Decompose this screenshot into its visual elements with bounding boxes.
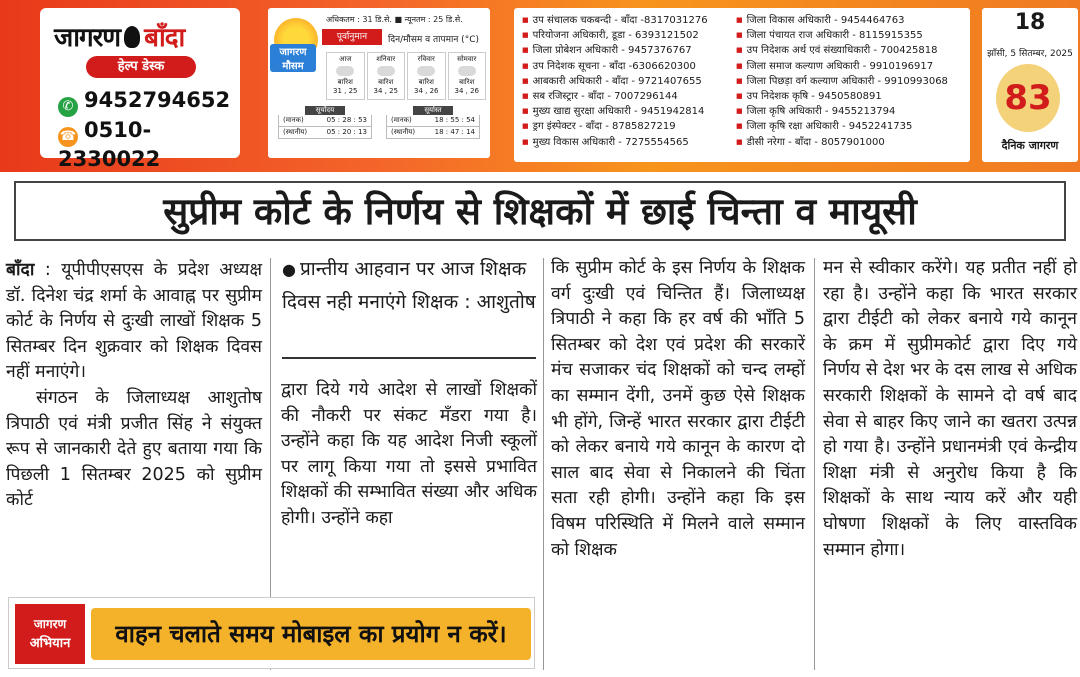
campaign-message: वाहन चलाते समय मोबाइल का प्रयोग न करें। — [91, 608, 531, 660]
directory-entry: ■ जिला कृषि अधिकारी - 9455213794 — [736, 104, 948, 119]
jagran-logo — [54, 18, 184, 54]
pull-quote-rule — [282, 357, 536, 359]
directory-entry: ■ ड्रग इंस्पेक्टर - बाँदा - 8785827219 — [522, 119, 708, 134]
article-col-2: द्वारा दिये गये आदेश से लाखों शिक्षकों की नौकरी पर संकट मँडरा गया है। उन्होंने कहा कि यह आदेश निजी स्कूलों पर लागू किया गया तो इससे प्रभावित शिक्षकों की सम्भावित संख्या और अधिक होगी। उन्होंने कहा — [281, 380, 537, 528]
helpdesk-box — [40, 8, 240, 171]
anniversary-emblem: 83 — [996, 64, 1060, 132]
page-number: 18 — [1014, 10, 1046, 35]
article-col-4: मन से स्वीकार करेंगे। यह प्रतीत नहीं हो रहा है। उन्होंने कहा कि भारत सरकार द्वारा टीईटी को लेकर बनाये गये कानून के क्रम में सुप्रीमकोर्ट द्वारा दिए गये निर्णय से देश भर के दस लाख से अधिक सरकारी शिक्षकों के सामने दो वर्ष बाद सेवा से बाहर किए जाने का खतरा उत्पन्न हो गया है। उन्होंने प्रधानमंत्री एवं केन्द्रीय शिक्षा मंत्री से अनुरोध किया है कि शिक्षकों के साथ न्याय करें और यही घोषणा शिक्षकों के लिए वास्तविक सम्मान होगा। — [823, 258, 1077, 560]
forecast-days — [326, 52, 486, 100]
day-temp-label: दिन/मौसम व तापमान (°C) — [388, 35, 479, 45]
forecast-day: सोमवार बारिश 34 , 26 — [448, 52, 487, 100]
headline-area — [0, 177, 1080, 249]
whatsapp-icon: ✆ — [58, 97, 78, 117]
helpdesk-label: हेल्प डेस्क — [86, 56, 196, 78]
dateline: बाँदा — [6, 260, 35, 280]
pull-quote: ● प्रान्तीय आहवान पर आज शिक्षक दिवस नही मनाएंगे शिक्षक : आशुतोष — [282, 253, 536, 318]
directory-entry: ■ जिला कृषि रक्षा अधिकारी - 9452241735 — [736, 119, 948, 134]
cloud-icon — [377, 66, 395, 76]
directory-entry: ■ जिला प्रोबेशन अधिकारी - 9457376767 — [522, 43, 708, 58]
directory-entry: ■ उप निदेशक कृषि - 9450580891 — [736, 89, 948, 104]
forecast-day: रविवार बारिश 34 , 26 — [407, 52, 446, 100]
date-box — [982, 8, 1078, 162]
directory-entry: ■ परियोजना अधिकारी, डूडा - 6393121502 — [522, 28, 708, 43]
logo-figure-icon — [124, 26, 140, 48]
directory-entry: ■ मुख्य विकास अधिकारी - 7275554565 — [522, 135, 708, 150]
max-min-temp: अधिकतम : 31 डि.से. ■ न्यूनतम : 25 डि.से. — [326, 15, 463, 24]
landline-phone: ☎ 0510-2330022 — [58, 118, 161, 171]
directory-entry: ■ आबकारी अधिकारी - बाँदा - 9721407655 — [522, 74, 708, 89]
forecast-label: पूर्वानुमान — [322, 29, 382, 45]
directory-entry: ■ मुख्य खाद्य सुरक्षा अधिकारी - 9451942814 — [522, 104, 708, 119]
directory-entry: ■ जिला विकास अधिकारी - 9454464763 — [736, 13, 948, 28]
directory-entry: ■ उप संचालक चकबन्दी - बाँदा -8317031276 — [522, 13, 708, 28]
weather-box — [268, 8, 490, 158]
campaign-banner — [8, 597, 535, 669]
cloud-icon — [336, 66, 354, 76]
forecast-day: शनिवार बारिश 34 , 25 — [367, 52, 406, 100]
directory-entry: ■ जिला पिछड़ा वर्ग कल्याण अधिकारी - 9910993068 — [736, 74, 948, 89]
city-name: बाँदा — [144, 23, 185, 53]
directory-entry: ■ जिला पंचायत राज अधिकारी - 8115915355 — [736, 28, 948, 43]
weather-badge: जागरण मौसम — [270, 44, 316, 72]
column-divider — [543, 258, 544, 670]
directory-entry: ■ जिला समाज कल्याण अधिकारी - 9910196917 — [736, 59, 948, 74]
phone-icon: ☎ — [58, 127, 78, 147]
article-col-1 — [6, 258, 262, 514]
officials-directory — [514, 8, 970, 162]
headline: सुप्रीम कोर्ट के निर्णय से शिक्षकों में छाई चिन्ता व मायूसी — [163, 190, 917, 233]
bullet-icon: ● — [282, 260, 296, 279]
newspaper-name: दैनिक जागरण — [1001, 139, 1059, 152]
edition-date: झाँसी, 5 सितम्बर, 2025 — [987, 49, 1073, 59]
directory-col-right — [736, 13, 948, 150]
whatsapp-phone: ✆ 9452794652 — [58, 88, 230, 117]
sunset-table: सूर्यास्त (मानक) 18 : 55 : 54 (स्थानीय) 18 : 47 : 14 — [386, 106, 480, 139]
column-divider — [814, 258, 815, 670]
lead-paragraph: बाँदा : यूपीपीएसएस के प्रदेश अध्यक्ष डॉ. दिनेश चंद्र शर्मा के आवाह्न पर सुप्रीम कोर्ट के निर्णय से दुःखी लाखों शिक्षक 5 सितम्बर दिन शुक्रवार को शिक्षक दिवस नहीं मनाएंगे। — [6, 260, 262, 383]
jagran-abhiyan-logo: जागरण अभियान — [15, 604, 85, 664]
article-col-3: कि सुप्रीम कोर्ट के इस निर्णय के शिक्षक वर्ग दुःखी एवं चिन्तित हैं। जिलाध्यक्ष त्रिपाठी ने कहा कि हर वर्ष की भाँति 5 सितम्बर को देश एवं प्रदेश की सरकारें मंच सजाकर चंद शिक्षकों को चन्द लम्हों का सम्मान देंगी, उनमें कुछ ऐसे शिक्षक भी होंगे, जिन्हें भारत सरकार द्वारा टीईटी को लेकर बनाये गये कानून के कारण दो साल बाद सेवा से निकालने की चिंता सता रही होगी। उन्होंने कहा कि इस विषम परिस्थिति में मिलने वाले सम्मान को शिक्षक — [551, 258, 805, 560]
cloud-icon — [458, 66, 476, 76]
directory-entry: ■ डीसी नरेगा - बाँदा - 8057901000 — [736, 135, 948, 150]
sunrise-table: सूर्योदय (मानक) 05 : 28 : 53 (स्थानीय) 05 : 20 : 13 — [278, 106, 372, 139]
directory-entry: ■ उप निदेशक सूचना - बाँदा -6306620300 — [522, 59, 708, 74]
cloud-icon — [417, 66, 435, 76]
directory-entry: ■ उप निदेशक अर्थ एवं संख्याधिकारी - 700425818 — [736, 43, 948, 58]
paragraph: संगठन के जिलाध्यक्ष आशुतोष त्रिपाठी एवं मंत्री प्रजीत सिंह ने संयुक्त रूप से जानकारी देते हुए बताया गया कि पिछली 1 सितम्बर 2025 को सुप्रीम कोर्ट — [6, 387, 262, 511]
logo-word: जागरण — [54, 23, 121, 53]
forecast-day: आज बारिश 31 , 25 — [326, 52, 365, 100]
directory-entry: ■ सब रजिस्ट्रार - बाँदा - 7007296144 — [522, 89, 708, 104]
directory-col-left — [522, 13, 708, 150]
masthead-strip — [0, 0, 1080, 172]
